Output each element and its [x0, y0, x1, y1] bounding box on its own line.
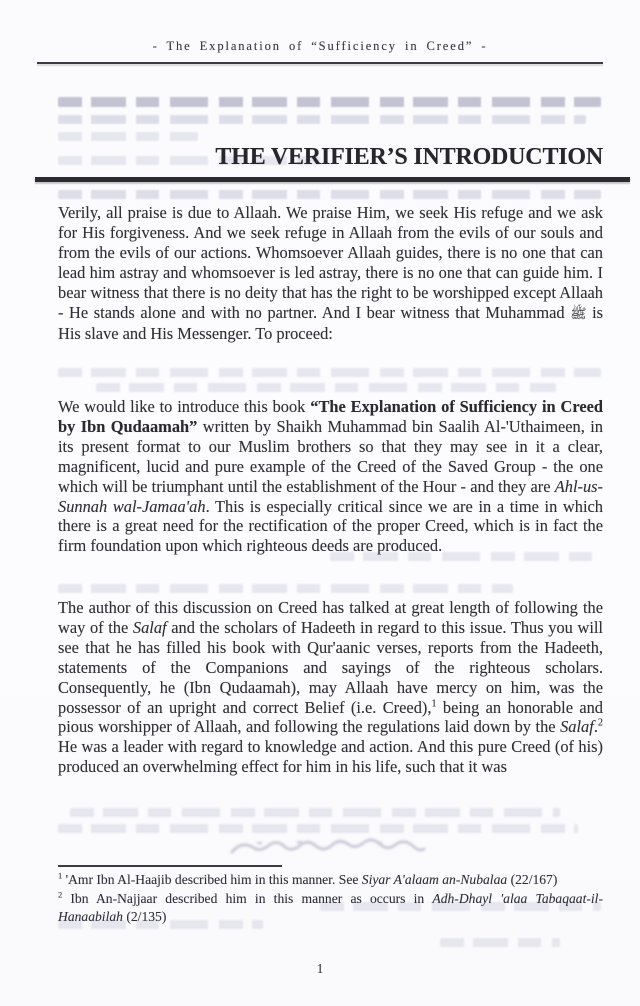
- bleed-through-text: [58, 824, 578, 833]
- running-header: - The Explanation of “Sufficiency in Creed” -: [152, 39, 488, 53]
- page-number: 1: [316, 962, 324, 977]
- bleed-through-text: [58, 97, 601, 107]
- bleed-through-text: [58, 115, 586, 124]
- bleed-through-text: [440, 938, 560, 947]
- footnote-1: $^1$ 'Amr Ibn Al-Haajib described him in this manner. See Siyar A'alaam an-Nubalaa (22/167): [58, 870, 558, 887]
- paragraph-author-creed: The author of this discussion on Creed has talked at great length of following the way of the Salaf and the scholars of Hadeeth in regard to this issue. Thus you will see that he has filled his book with Qur'aanic verses, reports from the Hadeeth, statements of the Companions and sayings of the righteous scholars. Consequently, he (Ibn Qudaamah), may Allaah have mercy on him, was the possessor of an upright and correct Belief (i.e. Creed),$^1$ being an honorable and pious worshipper of Allaah, and following the regulations laid down by the Salaf.$^2$ He was a leader with regard to knowledge and action. And this pure Creed (of his) produced an overwhelming effect for him in his life, such that it was: [58, 598, 604, 777]
- bleed-through-text: [96, 383, 556, 392]
- header-rule: [37, 62, 603, 64]
- footnotes: [58, 871, 603, 927]
- footnote-separator-rule: [58, 865, 282, 867]
- bleed-through-text: [58, 368, 601, 377]
- title-rule: [35, 177, 630, 182]
- paragraph-book-introduction: We would like to introduce this book “The Explanation of Sufficiency in Creed by Ibn Qudaamah” written by Shaikh Muhammad bin Saalih Al-'Uthaimeen, in its present format to our Muslim brothers so that they may see in it a clear, magnificent, lucid and pure example of the Creed of the Saved Group - the one which will be triumphant until the establishment of the Hour - and they are Ahl-us-Sunnah wal-Jamaa'ah. This is especially critical since we are in a time in which there is a great need for the rectification of the proper Creed, which is in fact the firm foundation upon which righteous deeds are produced.: [58, 397, 603, 556]
- bleed-through-text: [70, 808, 560, 817]
- bleed-through-text: [58, 132, 198, 141]
- footnote-2: $^2$ Ibn An-Najjaar described him in this manner as occurs in Adh-Dhayl 'alaa Tabaqaat-il-Hanaabilah (2/135): [58, 889, 603, 925]
- bleed-through-text: [58, 190, 601, 199]
- paragraph-khutbah: Verily, all praise is due to Allaah. We praise Him, we seek His refuge and we ask for His forgiveness. And we seek refuge in Allaah from the evils of our souls and from the evils of our actions. Whomsoever Allaah guides, there is no one that can lead him astray and whomsoever is led astray, there is no one that can guide him. I bear witness that there is no deity that has the right to be worshipped except Allaah - He stands alone and with no partner. And I bear witness that Muhammad ﷺ is His slave and His Messenger. To proceed:: [58, 203, 604, 344]
- bleed-through-text: [58, 584, 513, 593]
- bleed-through-arabic-calligraphy: [228, 836, 428, 862]
- section-title: THE VERIFIER’S INTRODUCTION: [215, 144, 603, 170]
